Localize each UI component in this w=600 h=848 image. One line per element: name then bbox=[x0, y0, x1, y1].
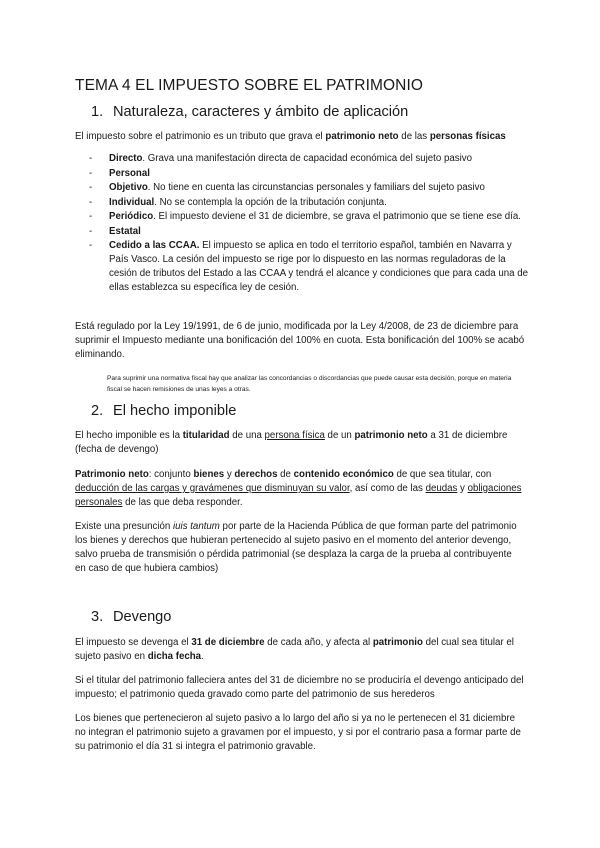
regulation-paragraph: Está regulado por la Ley 19/1991, de 6 de junio, modificada por la Ley 4/2008, de 23 de diciembre para suprimir el Impuesto mediante una bonificación del 100% en cuota. Esta bonificación del 100% se acabó eliminando. bbox=[75, 321, 525, 360]
bold-run: bienes bbox=[193, 469, 225, 480]
bullet-dash: - bbox=[89, 196, 93, 208]
text-run: de las bbox=[398, 131, 430, 142]
text-run: a 31 de diciembre (fecha de devengo) bbox=[75, 430, 508, 455]
bullet-dash: - bbox=[89, 182, 93, 193]
text-run: . No tiene en cuenta las circunstancias personales y familiars del sujeto pasivo bbox=[147, 182, 485, 193]
underlined-run: deducción de las cargas y gravámenes que disminuyan su valor bbox=[75, 483, 350, 494]
section-title: Devengo bbox=[113, 609, 172, 625]
bold-run: 31 de diciembre bbox=[191, 637, 265, 648]
list-item bbox=[89, 167, 529, 181]
text-run: El hecho imponible es la bbox=[75, 430, 183, 441]
section-title: El hecho imponible bbox=[113, 403, 237, 419]
section-number: 2. bbox=[91, 403, 104, 419]
section-3-paragraph-3: Los bienes que pertenecieron al sujeto pasivo a lo largo del año si ya no le pertenecen el 31 diciembre no integran el patrimonio sujeto a gravamen por el impuesto, y si por el contrario pasa a formar parte de su patrimonio el día 31 si integra el patrimonio gravable. bbox=[75, 713, 521, 752]
section-2-heading bbox=[91, 403, 236, 419]
underlined-run: obligaciones personales bbox=[75, 483, 522, 508]
bullet-dash: - bbox=[89, 211, 93, 222]
section-1-heading bbox=[91, 104, 408, 120]
section-number: 1. bbox=[91, 104, 104, 120]
section-2-paragraph-2 bbox=[75, 468, 525, 510]
bold-run: Patrimonio neto bbox=[75, 469, 149, 480]
bold-run: Periódico bbox=[109, 211, 154, 222]
text-run: Existe una presunción bbox=[75, 521, 174, 532]
bullet-dash: - bbox=[89, 167, 93, 179]
text-run: . Grava una manifestación directa de capacidad económica del sujeto pasivo bbox=[142, 153, 472, 164]
bold-run: Personal bbox=[109, 167, 150, 179]
bold-run: patrimonio bbox=[372, 637, 423, 648]
bold-run: Estatal bbox=[109, 225, 141, 237]
bullet-dash: - bbox=[89, 153, 93, 164]
section-3-paragraph-2: Si el titular del patrimonio falleciera antes del 31 de diciembre no se produciría el devengo anticipado del impuesto; el patrimonio queda gravado como parte del patrimonio de sus herederos bbox=[75, 675, 524, 700]
bold-run: Individual bbox=[109, 196, 155, 208]
text-run: El impuesto se aplica en todo el territorio español, también en Navarra y País Vasco. La cesión del impuesto se rige por lo dispuesto en las normas reguladoras de la cesión de tributos del Estado a las CCAA y tendrá el alcance y condiciones que para cada una de ellas establezca su específica ley de cesión. bbox=[109, 240, 528, 293]
list-item bbox=[89, 152, 529, 166]
text-run: , así como de las bbox=[349, 483, 426, 494]
bold-run: patrimonio neto bbox=[325, 131, 399, 142]
text-run: . No se contempla la opción de la tributación conjunta. bbox=[154, 196, 387, 208]
text-run: de una bbox=[229, 430, 265, 441]
section-number: 3. bbox=[91, 609, 104, 625]
text-run: del cual sea titular el sujeto pasivo en bbox=[75, 637, 514, 662]
section-1-intro bbox=[75, 130, 525, 144]
text-run: . El impuesto deviene el 31 de diciembre, se grava el patrimonio que se tiene ese día. bbox=[153, 211, 521, 222]
bold-run: derechos bbox=[234, 469, 278, 480]
underlined-run: persona física bbox=[264, 430, 325, 441]
list-item bbox=[89, 210, 529, 224]
bold-run: personas físicas bbox=[429, 131, 506, 142]
section-2-paragraph-3 bbox=[75, 520, 525, 576]
bullet-dash: - bbox=[89, 240, 93, 251]
section-2-paragraph-1 bbox=[75, 429, 525, 457]
bold-run: Cedido a las CCAA. bbox=[109, 240, 200, 251]
footnote-text: Para suprimir una normativa fiscal hay que analizar las concordancias o discordancias que puede causar esta decisión, porque en materia fiscal se hacen remisiones de unas leyes a otras. bbox=[107, 375, 512, 393]
section-title: Naturaleza, caracteres y ámbito de aplicación bbox=[113, 104, 409, 120]
list-item bbox=[89, 181, 529, 195]
bold-run: contenido económico bbox=[293, 469, 394, 480]
bold-run: titularidad bbox=[182, 430, 230, 441]
bold-run: dicha fecha bbox=[147, 651, 202, 662]
text-run: El impuesto sobre el patrimonio es un tributo que grava el bbox=[75, 131, 326, 142]
underlined-run: deudas bbox=[425, 483, 458, 494]
text-run: . bbox=[201, 651, 204, 662]
bold-run: patrimonio neto bbox=[354, 430, 428, 441]
list-item bbox=[89, 239, 529, 295]
text-run: y bbox=[457, 483, 468, 494]
text-run: de cada año, y afecta al bbox=[264, 637, 373, 648]
section-3-heading bbox=[91, 609, 171, 625]
text-run: El impuesto se devenga el bbox=[75, 637, 192, 648]
text-run: de bbox=[277, 469, 294, 480]
bullet-dash: - bbox=[89, 225, 93, 237]
text-run: de que sea titular, con bbox=[393, 469, 492, 480]
list-item bbox=[89, 196, 529, 210]
text-run: : conjunto bbox=[148, 469, 194, 480]
text-run: por parte de la Hacienda Pública de que forman parte del patrimonio los bienes y derechos que hubieran pertenecido al sujeto pasivo en el momento del anterior devengo, salvo prueba de transmisión o pérdida patrimonial (se desplaza la carga de la prueba al contribuyente en caso de que hubiera cambios) bbox=[75, 521, 517, 574]
italic-run: iuis tantum bbox=[173, 521, 220, 532]
bold-run: Objetivo bbox=[109, 182, 148, 193]
characteristics-list bbox=[89, 152, 529, 296]
text-run: de un bbox=[324, 430, 355, 441]
text-run: de las que deba responder. bbox=[122, 497, 243, 508]
document-title: TEMA 4 EL IMPUESTO SOBRE EL PATRIMONIO bbox=[75, 77, 424, 94]
bold-run: Directo bbox=[109, 153, 143, 164]
list-item bbox=[89, 225, 529, 239]
text-run: y bbox=[224, 469, 235, 480]
section-3-paragraph-1 bbox=[75, 636, 525, 664]
